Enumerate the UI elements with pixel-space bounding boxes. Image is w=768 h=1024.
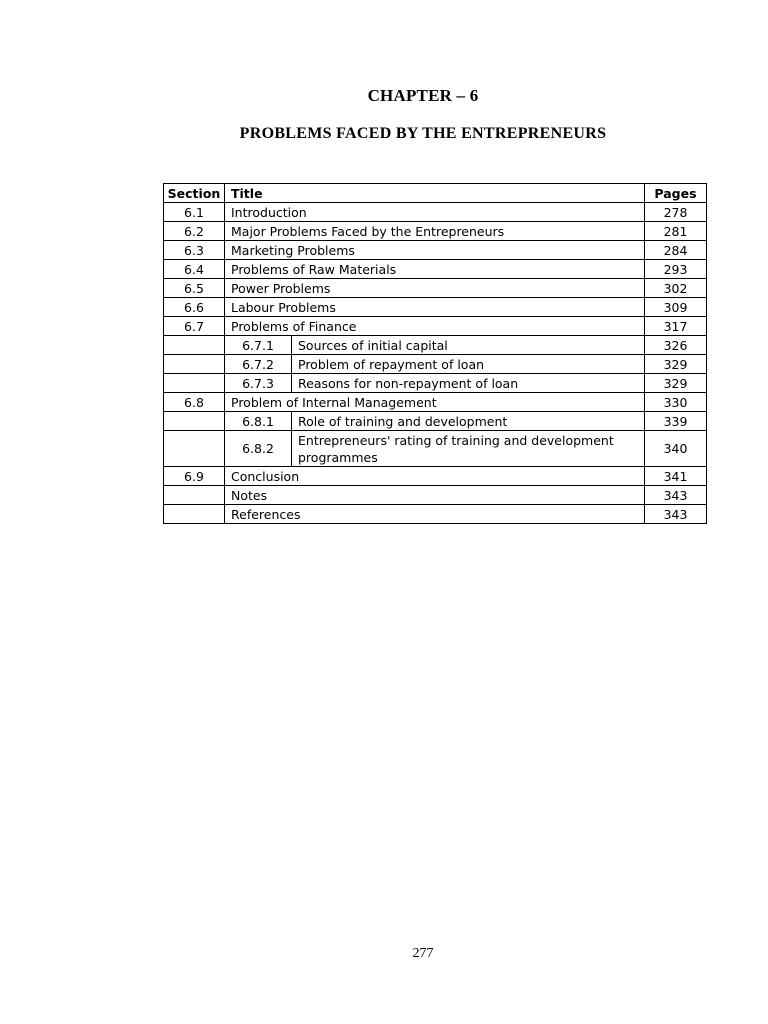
subsection-title: Sources of initial capital [292,336,645,355]
section-title: Labour Problems [225,298,645,317]
table-row [164,203,707,222]
table-row [164,374,707,393]
title-header: Title [225,184,645,203]
subsection-number: 6.8.1 [225,412,292,431]
table-header-row [164,184,707,203]
page-ref: 309 [645,298,707,317]
table-row [164,393,707,412]
empty-section-cell [164,412,225,431]
section-title: Problem of Internal Management [225,393,645,412]
section-number: 6.1 [164,203,225,222]
section-title: Problems of Finance [225,317,645,336]
subsection-number: 6.7.1 [225,336,292,355]
table-row [164,355,707,374]
page-ref: 317 [645,317,707,336]
section-number: 6.3 [164,241,225,260]
page-ref: 326 [645,336,707,355]
section-number: 6.2 [164,222,225,241]
page-ref: 339 [645,412,707,431]
table-row [164,260,707,279]
table-row [164,467,707,486]
table-row [164,336,707,355]
subsection-title: Reasons for non-repayment of loan [292,374,645,393]
section-title: Power Problems [225,279,645,298]
table-row [164,431,707,467]
pages-header: Pages [645,184,707,203]
table-row [164,412,707,431]
section-header: Section [164,184,225,203]
empty-section-cell [164,374,225,393]
section-number: 6.5 [164,279,225,298]
table-row [164,317,707,336]
section-title: Marketing Problems [225,241,645,260]
section-title: Introduction [225,203,645,222]
contents-table [163,183,707,524]
section-number: 6.7 [164,317,225,336]
page-ref: 340 [645,431,707,467]
table-row [164,222,707,241]
page-ref: 278 [645,203,707,222]
table-row [164,241,707,260]
subsection-number: 6.7.3 [225,374,292,393]
page-ref: 329 [645,355,707,374]
section-number: 6.4 [164,260,225,279]
page-ref: 302 [645,279,707,298]
section-number: 6.6 [164,298,225,317]
subsection-title: Problem of repayment of loan [292,355,645,374]
page-ref: 330 [645,393,707,412]
page-ref: 284 [645,241,707,260]
table-row [164,298,707,317]
section-title: Major Problems Faced by the Entrepreneurs [225,222,645,241]
empty-section-cell [164,505,225,524]
page-ref: 329 [645,374,707,393]
page-ref: 343 [645,486,707,505]
page-ref: 293 [645,260,707,279]
subsection-title: Role of training and development [292,412,645,431]
table-row [164,505,707,524]
empty-section-cell [164,486,225,505]
page-number: 277 [412,946,434,961]
subsection-title: Entrepreneurs' rating of training and development programmes [292,431,645,467]
page-ref: 281 [645,222,707,241]
empty-section-cell [164,431,225,467]
section-number: 6.9 [164,467,225,486]
section-title: Conclusion [225,467,645,486]
table-row [164,486,707,505]
page-ref: 341 [645,467,707,486]
subsection-number: 6.7.2 [225,355,292,374]
section-number: 6.8 [164,393,225,412]
empty-section-cell [164,336,225,355]
page-ref: 343 [645,505,707,524]
section-title: References [225,505,645,524]
section-title: Notes [225,486,645,505]
section-title: Problems of Raw Materials [225,260,645,279]
table-row [164,279,707,298]
chapter-title: PROBLEMS FACED BY THE ENTREPRENEURS [239,125,607,142]
subsection-number: 6.8.2 [225,431,292,467]
empty-section-cell [164,355,225,374]
chapter-heading: CHAPTER – 6 [367,86,479,105]
